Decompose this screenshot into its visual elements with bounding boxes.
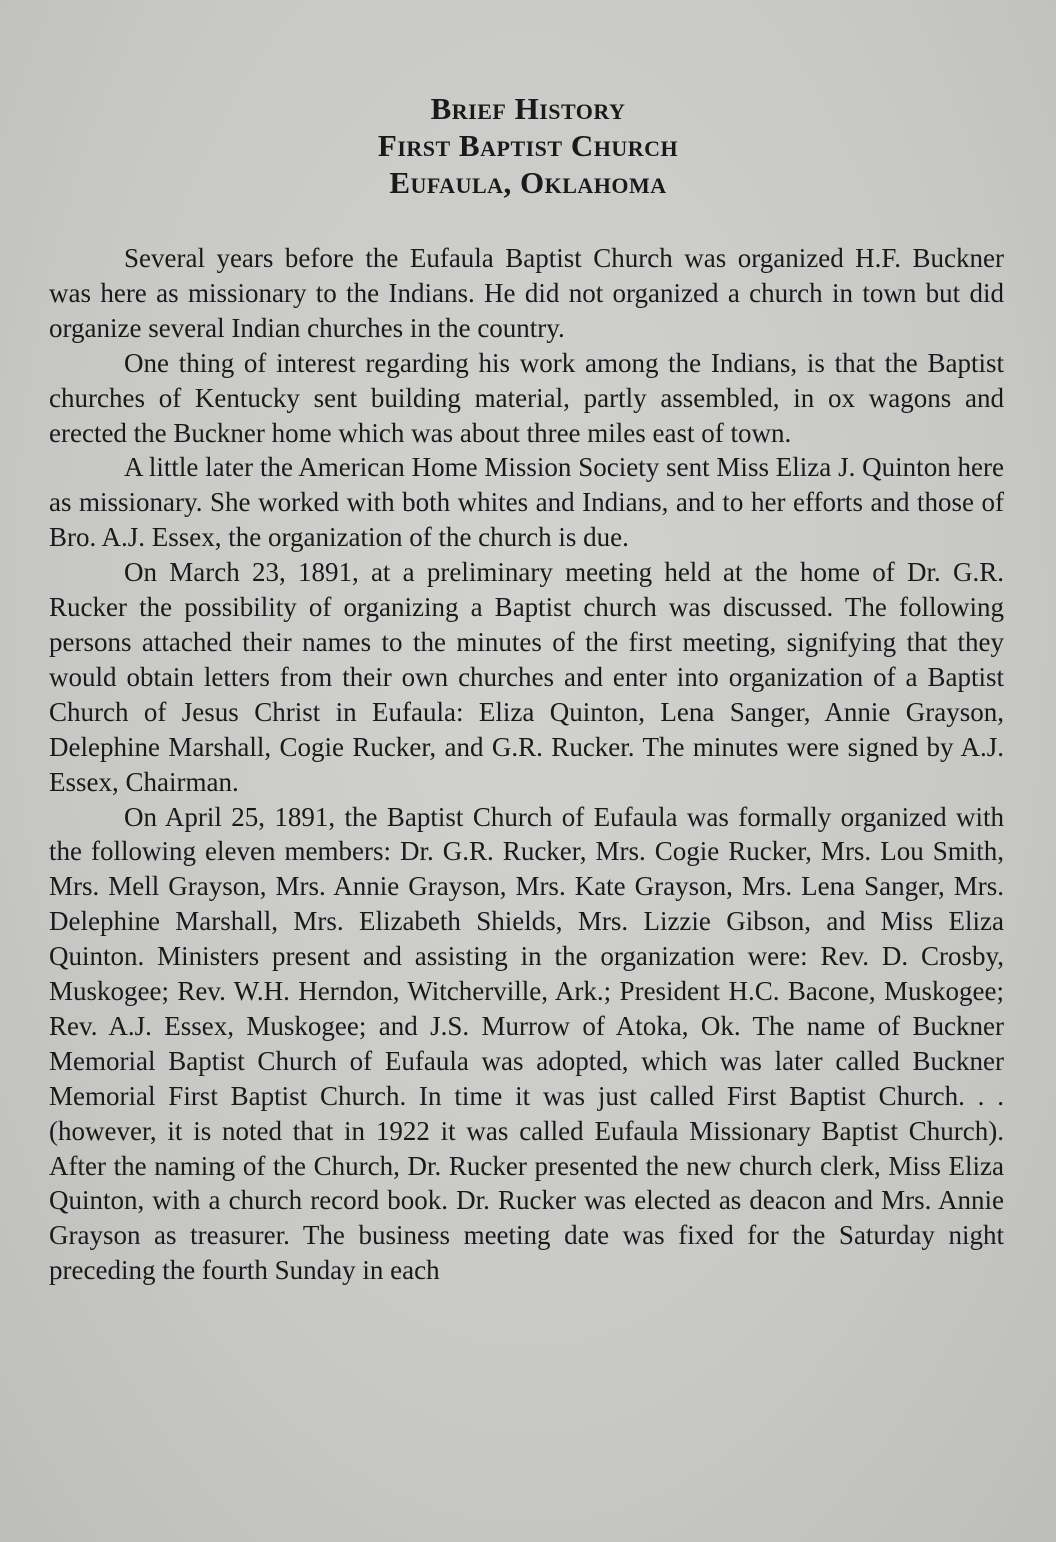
body-text — [49, 241, 1004, 1288]
paragraph-5: On April 25, 1891, the Baptist Church of Eufaula was formally organized with the following eleven members: Dr. G.R. Rucker, Mrs. Cogie Rucker, Mrs. Lou Smith, Mrs. Mell Grayson, Mrs. Annie Grayson, Mrs. Kate Grayson, Mrs. Lena Sanger, Mrs. Delephine Marshall, Mrs. Elizabeth Shields, Mrs. Lizzie Gibson, and Miss Eliza Quinton. Ministers present and assisting in the organization were: Rev. D. Crosby, Muskogee; Rev. W.H. Herndon, Witcherville, Ark.; President H.C. Bacone, Muskogee; Rev. A.J. Essex, Muskogee; and J.S. Murrow of Atoka, Ok. The name of Buckner Memorial Baptist Church of Eufaula was adopted, which was later called Buckner Memorial First Baptist Church. In time it was just called First Baptist Church. . .(however, it is noted that in 1922 it was called Eufaula Missionary Baptist Church). After the naming of the Church, Dr. Rucker presented the new church clerk, Miss Eliza Quinton, with a church record book. Dr. Rucker was elected as deacon and Mrs. Annie Grayson as treasurer. The business meeting date was fixed for the Saturday night preceding the fourth Sunday in each — [49, 801, 1004, 1286]
paragraph-3: A little later the American Home Mission Society sent Miss Eliza J. Quinton here as missionary. She worked with both whites and Indians, and to her efforts and those of Bro. A.J. Essex, the organization of the church is due. — [49, 452, 1004, 553]
title-line-1: Brief History — [430, 91, 626, 126]
document-title — [0, 90, 1056, 201]
paragraph-2: One thing of interest regarding his work among the Indians, is that the Baptist churches of Kentucky sent building material, partly assembled, in ox wagons and erected the Buckner home which was about three miles east of town. — [49, 347, 1004, 448]
title-line-2: First Baptist Church — [377, 128, 679, 163]
paragraph-1: Several years before the Eufaula Baptist Church was organized H.F. Buckner was here as missionary to the Indians. He did not organized a church in town but did organize several Indian churches in the country. — [49, 243, 1004, 343]
paragraph-4: On March 23, 1891, at a preliminary meeting held at the home of Dr. G.R. Rucker the possibility of organizing a Baptist church was discussed. The following persons attached their names to the minutes of the first meeting, signifying that they would obtain letters from their own churches and enter into organization of a Baptist Church of Jesus Christ in Eufaula: Eliza Quinton, Lena Sanger, Annie Grayson, Delephine Marshall, Cogie Rucker, and G.R. Rucker. The minutes were signed by A.J. Essex, Chairman. — [49, 557, 1004, 797]
title-line-3: Eufaula, Oklahoma — [389, 165, 667, 200]
